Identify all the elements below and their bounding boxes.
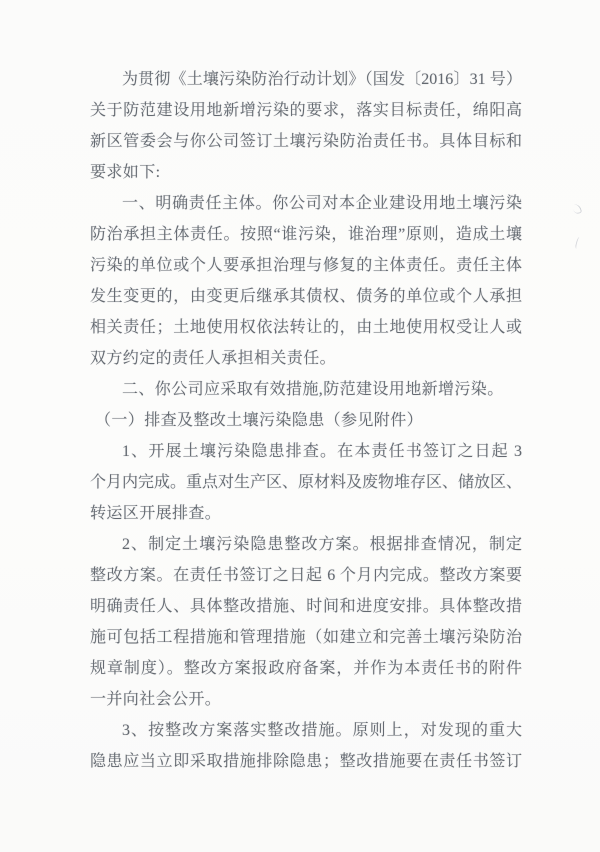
text-line: 要求如下: [90, 164, 161, 181]
text-line: 相关责任；土地使用权依法转让的，由土地使用权受让人或 [90, 319, 522, 336]
text-line: 防治承担主体责任。按照“谁污染，谁治理”原则，造成土壤 [90, 226, 522, 243]
text-line: 二、你公司应采取有效措施,防范建设用地新增污染。 [122, 381, 504, 398]
text-line: 施可包括工程措施和管理措施（如建立和完善土壤污染防治 [90, 629, 522, 646]
text-line: 污染的单位或个人要承担治理与修复的主体责任。责任主体 [90, 257, 522, 274]
scan-artifact-smudge [572, 203, 583, 215]
text-line: 一并向社会公开。 [90, 691, 222, 708]
text-line: （一）排查及整改土壤污染隐患（参见附件） [95, 412, 424, 429]
text-line: 明确责任人、具体整改措施、时间和进度安排。具体整改措 [90, 598, 522, 615]
text-line: 个月内完成。重点对生产区、原材料及废物堆存区、储放区、 [90, 474, 523, 491]
text-line: 双方约定的责任人承担相关责任。 [90, 350, 337, 367]
text-line: 转运区开展排查。 [90, 505, 222, 522]
text-line: 关于防范建设用地新增污染的要求，落实目标责任，绵阳高 [90, 102, 522, 119]
text-line: 为贯彻《土壤污染防治行动计划》（国发〔2016〕31 号） [122, 71, 522, 88]
text-line: 整改方案。在责任书签订之日起 6 个月内完成。整改方案要 [90, 567, 522, 584]
text-line: 1、开展土壤污染隐患排查。在本责任书签订之日起 3 [122, 443, 522, 460]
document-text-block [90, 64, 522, 777]
text-line: 规章制度）。整改方案报政府备案，并作为本责任书的附件 [90, 660, 522, 677]
text-line: 2、制定土壤污染隐患整改方案。根据排查情况，制定 [122, 536, 522, 553]
text-line: 3、按整改方案落实整改措施。原则上，对发现的重大 [122, 722, 522, 739]
text-line: 隐患应当立即采取措施排除隐患；整改措施要在责任书签订 [90, 753, 522, 770]
text-line: 发生变更的，由变更后继承其债权、债务的单位或个人承担 [90, 288, 522, 305]
text-line: 新区管委会与你公司签订土壤污染防治责任书。具体目标和 [90, 133, 522, 150]
text-line: 一、明确责任主体。你公司对本企业建设用地土壤污染 [122, 195, 522, 212]
scan-artifact-smudge [575, 237, 582, 250]
